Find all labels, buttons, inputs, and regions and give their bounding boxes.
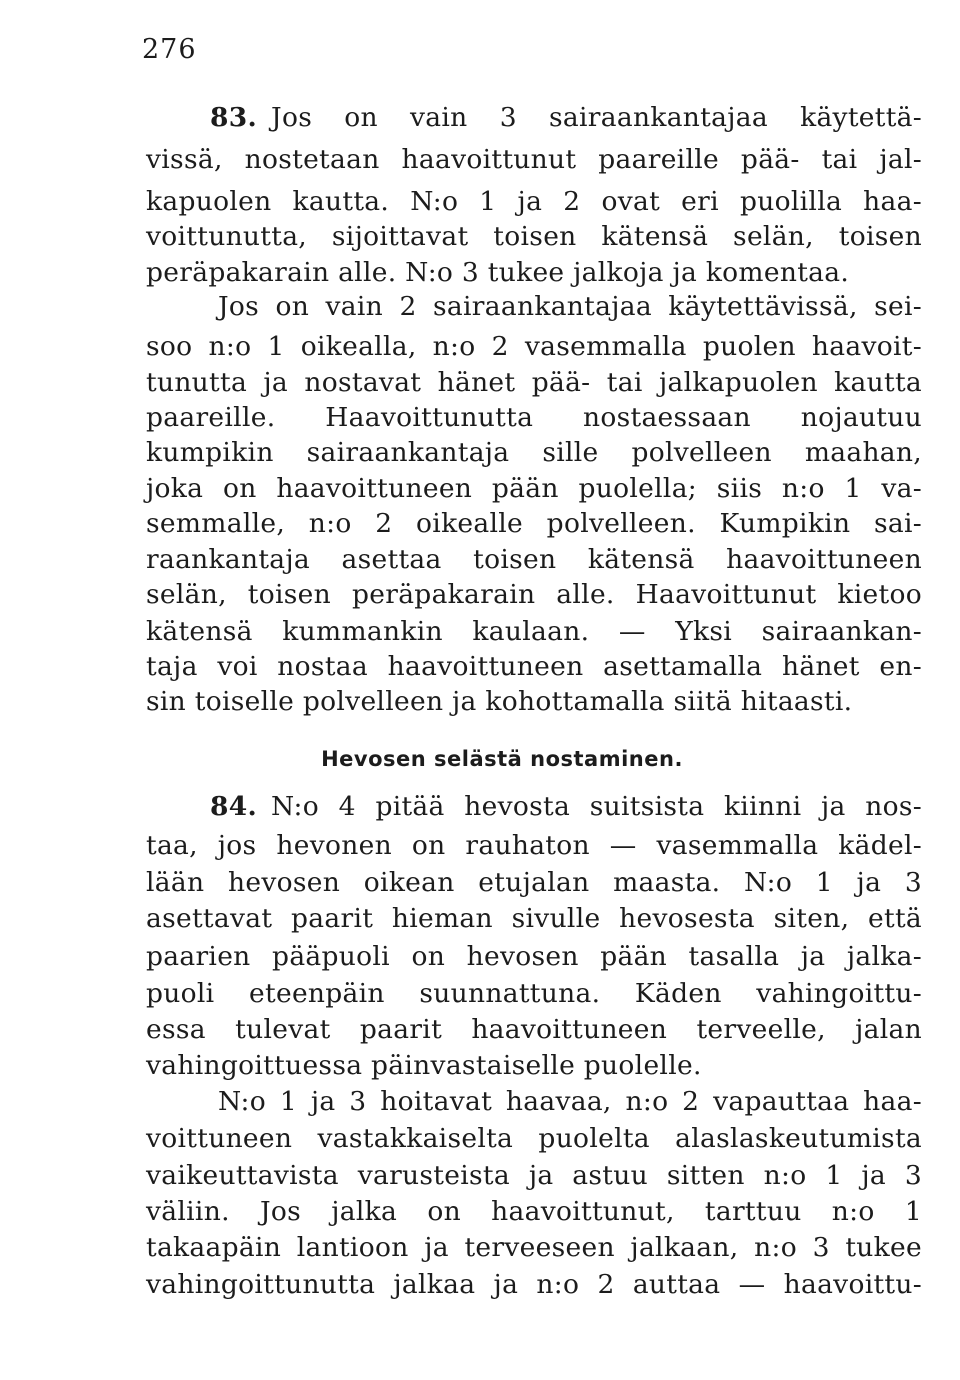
paragraph-line: [210, 790, 922, 824]
paragraph-line: selän, toisen peräpakarain alle. Haavoittunut kietoo: [146, 579, 922, 610]
paragraph-line: vahingoittuessa päinvastaiselle puolelle.: [146, 1050, 702, 1081]
paragraph-line: asettavat paarit hieman sivulle hevosesta siten, että: [146, 903, 922, 934]
paragraph-line: sin toiselle polvelleen ja kohottamalla siitä hitaasti.: [146, 686, 853, 717]
paragraph-line: [210, 101, 922, 135]
paragraph-line: Jos on vain 2 sairaankantajaa käytettävissä, sei-: [218, 291, 922, 322]
paragraph-line: joka on haavoittuneen pään puolella; siis n:o 1 va-: [146, 473, 922, 504]
paragraph-line: N:o 1 ja 3 hoitavat haavaa, n:o 2 vapauttaa haa-: [218, 1086, 922, 1117]
paragraph-line: voittunutta, sijoittavat toisen kätensä selän, toisen: [146, 221, 922, 252]
paragraph-line: vaikeuttavista varusteista ja astuu sitten n:o 1 ja 3: [146, 1160, 922, 1191]
paragraph-line: paareille. Haavoittunutta nostaessaan nojautuu: [146, 402, 922, 433]
paragraph-line: paarien pääpuoli on hevosen pään tasalla ja jalka-: [146, 941, 922, 972]
paragraph-line: voittuneen vastakkaiselta puolelta alaslaskeutumista: [146, 1123, 922, 1154]
section-number: 83.: [210, 102, 258, 133]
page-number: 276: [142, 34, 197, 65]
paragraph-line: kumpikin sairaankantaja sille polvelleen maahan,: [146, 437, 922, 468]
paragraph-line: peräpakarain alle. N:o 3 tukee jalkoja ja komentaa.: [146, 257, 850, 288]
paragraph-line: taja voi nostaa haavoittuneen asettamalla hänet en-: [146, 651, 922, 682]
paragraph-line: essa tulevat paarit haavoittuneen terveelle, jalan: [146, 1014, 922, 1045]
section-number: 84.: [210, 791, 258, 822]
paragraph-line: takaapäin lantioon ja terveeseen jalkaan, n:o 3 tukee: [146, 1232, 922, 1263]
paragraph-line: vahingoittunutta jalkaa ja n:o 2 auttaa — haavoittu-: [146, 1269, 922, 1300]
line-text: Jos on vain 3 sairaankantajaa käytettä-: [271, 102, 922, 133]
paragraph-line: lään hevosen oikean etujalan maasta. N:o 1 ja 3: [146, 867, 922, 898]
paragraph-line: väliin. Jos jalka on haavoittunut, tarttuu n:o 1: [146, 1196, 922, 1227]
paragraph-line: semmalle, n:o 2 oikealle polvelleen. Kumpikin sai-: [146, 508, 922, 539]
paragraph-line: raankantaja asettaa toisen kätensä haavoittuneen: [146, 544, 922, 575]
paragraph-line: kapuolen kautta. N:o 1 ja 2 ovat eri puolilla haa-: [146, 186, 922, 217]
line-text: N:o 4 pitää hevosta suitsista kiinni ja nos-: [271, 791, 922, 822]
paragraph-line: puoli eteenpäin suunnattuna. Käden vahingoittu-: [146, 978, 922, 1009]
paragraph-line: kätensä kummankin kaulaan. — Yksi sairaankan-: [146, 616, 922, 647]
paragraph-line: vissä, nostetaan haavoittunut paareille pää- tai jal-: [146, 144, 922, 175]
section-heading: Hevosen selästä nostaminen.: [321, 747, 683, 771]
paragraph-line: taa, jos hevonen on rauhaton — vasemmalla kädel-: [146, 830, 922, 861]
paragraph-line: soo n:o 1 oikealla, n:o 2 vasemmalla puolen haavoit-: [146, 331, 922, 362]
paragraph-line: tunutta ja nostavat hänet pää- tai jalkapuolen kautta: [146, 367, 922, 398]
